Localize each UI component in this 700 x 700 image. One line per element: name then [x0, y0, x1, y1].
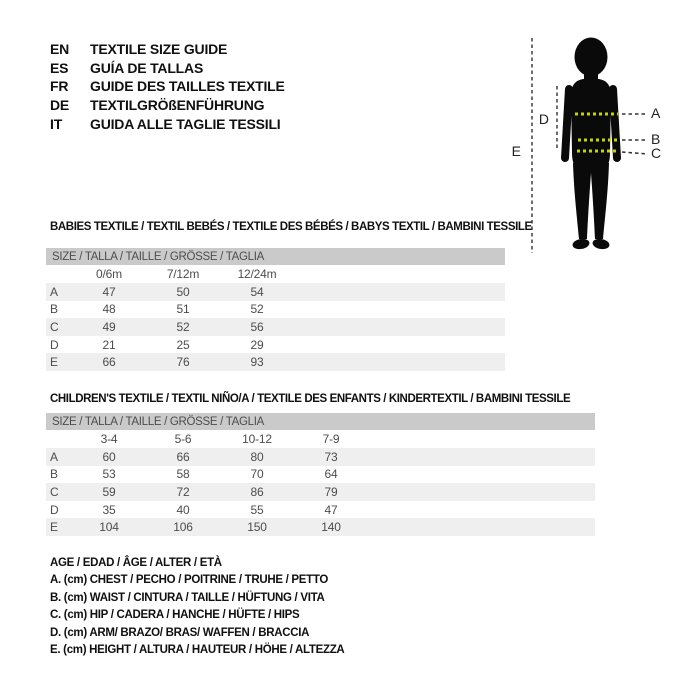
table-row	[46, 336, 505, 354]
value-cell: 55	[250, 502, 264, 517]
value-cell: 21	[102, 337, 116, 352]
value-cell: 40	[176, 502, 190, 517]
value-cell: 79	[324, 484, 338, 499]
value-cell: 104	[99, 520, 119, 535]
table-header: SIZE / TALLA / TAILLE / GRÖSSE / TAGLIA	[46, 413, 595, 430]
value-cell: 60	[102, 449, 116, 464]
value-cell: 106	[173, 520, 193, 535]
language-code: DE	[50, 97, 70, 114]
value-cell: 29	[250, 337, 264, 352]
value-cell: 54	[250, 284, 264, 299]
value-cell: 86	[250, 484, 264, 499]
language-row	[50, 77, 285, 96]
value-cell: 93	[250, 355, 264, 370]
value-cell: 50	[176, 284, 190, 299]
legend-line-arm: D. (cm) ARM/ BRAZO/ BRAS/ WAFFEN / BRACCIA	[50, 626, 310, 639]
size-row	[46, 265, 505, 283]
language-row	[50, 96, 285, 115]
value-cell: 76	[176, 355, 190, 370]
language-code: EN	[50, 41, 70, 58]
size-row	[46, 430, 595, 448]
table-row	[46, 283, 505, 301]
row-label: E	[50, 520, 58, 535]
value-cell: 56	[250, 319, 264, 334]
table-row	[46, 466, 595, 484]
children-section-title: CHILDREN'S TEXTILE / TEXTIL NIÑO/A / TEXTILE DES ENFANTS / KINDERTEXTIL / BAMBINI TESSILE	[50, 393, 571, 405]
row-label: A	[50, 449, 58, 464]
measure-line-c	[622, 152, 648, 154]
language-title: TEXTILE SIZE GUIDE	[90, 41, 228, 58]
value-cell: 51	[176, 302, 190, 317]
row-label: D	[50, 502, 59, 517]
table-row	[46, 353, 505, 371]
language-title-list	[50, 40, 285, 133]
measure-label-a: A	[651, 105, 661, 121]
language-title: TEXTILGRÖßENFÜHRUNG	[90, 97, 265, 114]
size-cell: 12/24m	[237, 267, 277, 281]
language-code: ES	[50, 59, 69, 76]
measurement-legend	[50, 554, 344, 659]
row-label: C	[50, 319, 59, 334]
language-title: GUIDA ALLE TAGLIE TESSILI	[90, 115, 281, 132]
legend-line-hip: C. (cm) HIP / CADERA / HANCHE / HÜFTE / HIPS	[50, 609, 300, 622]
size-cell: 3-4	[100, 432, 118, 446]
legend-line-chest: A. (cm) CHEST / PECHO / POITRINE / TRUHE / PETTO	[50, 574, 329, 587]
babies-section-title: BABIES TEXTILE / TEXTIL BEBÉS / TEXTILE DES BÉBÉS / BABYS TEXTIL / BAMBINI TESSILE	[50, 221, 532, 233]
language-row	[50, 40, 285, 59]
value-cell: 72	[176, 484, 190, 499]
value-cell: 66	[102, 355, 116, 370]
babies-size-table	[46, 248, 505, 371]
size-cell: 7-9	[322, 432, 340, 446]
language-row	[50, 59, 285, 78]
size-cell: 5-6	[174, 432, 192, 446]
value-cell: 35	[102, 502, 116, 517]
value-cell: 52	[176, 319, 190, 334]
language-code: IT	[50, 115, 63, 132]
value-cell: 25	[176, 337, 190, 352]
table-row	[46, 301, 505, 319]
value-cell: 48	[102, 302, 116, 317]
legend-line-height: E. (cm) HEIGHT / ALTURA / HAUTEUR / HÖHE / ALTEZZA	[50, 644, 345, 657]
value-cell: 47	[324, 502, 338, 517]
measure-label-b: B	[651, 131, 661, 147]
language-title: GUÍA DE TALLAS	[90, 59, 204, 76]
value-cell: 58	[176, 467, 190, 482]
value-cell: 73	[324, 449, 338, 464]
value-cell: 53	[102, 467, 116, 482]
value-cell: 47	[102, 284, 116, 299]
table-header: SIZE / TALLA / TAILLE / GRÖSSE / TAGLIA	[46, 248, 505, 265]
children-size-table	[46, 413, 595, 536]
value-cell: 70	[250, 467, 264, 482]
row-label: C	[50, 484, 59, 499]
value-cell: 150	[247, 520, 267, 535]
size-cell: 0/6m	[96, 267, 122, 281]
language-title: GUIDE DES TAILLES TEXTILE	[90, 78, 285, 95]
value-cell: 59	[102, 484, 116, 499]
value-cell: 49	[102, 319, 116, 334]
row-label: D	[50, 337, 59, 352]
table-row	[46, 318, 505, 336]
value-cell: 80	[250, 449, 264, 464]
value-cell: 64	[324, 467, 338, 482]
value-cell: 66	[176, 449, 190, 464]
row-label: B	[50, 302, 58, 317]
size-cell: 10-12	[242, 432, 272, 446]
row-label: E	[50, 355, 58, 370]
size-cell: 7/12m	[166, 267, 200, 281]
legend-line-age: AGE / EDAD / ÂGE / ALTER / ETÀ	[50, 556, 222, 569]
table-row	[46, 448, 595, 466]
value-cell: 140	[321, 520, 341, 535]
measure-label-d: D	[538, 111, 549, 127]
language-row	[50, 114, 285, 133]
row-label: A	[50, 284, 58, 299]
table-row	[46, 483, 595, 501]
legend-line-waist: B. (cm) WAIST / CINTURA / TAILLE / HÜFTUNG / VITA	[50, 591, 325, 604]
language-code: FR	[50, 78, 69, 95]
row-label: B	[50, 467, 58, 482]
table-row	[46, 518, 595, 536]
measure-label-e: E	[511, 143, 521, 159]
value-cell: 52	[250, 302, 264, 317]
table-row	[46, 501, 595, 519]
child-silhouette-icon	[565, 38, 617, 251]
measure-label-c: C	[651, 145, 662, 161]
